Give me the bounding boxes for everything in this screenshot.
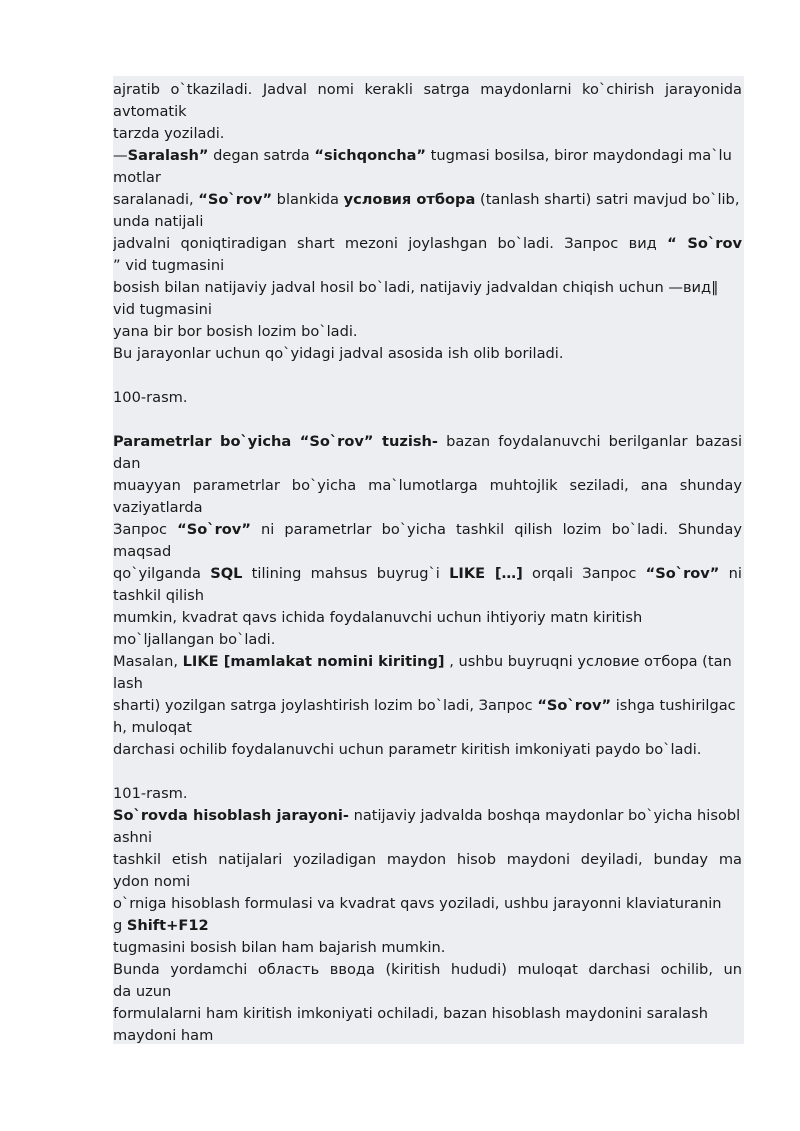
text-span: saralanadi, <box>113 191 199 208</box>
bold-text: “So`rov” <box>198 191 273 208</box>
text-span: blankida <box>272 191 344 208</box>
text-span: ni parametrlar bo`yicha tashkil qilish lozim bo`ladi. Shunday <box>250 521 742 538</box>
text-span: orqali Запрос <box>522 565 646 582</box>
bold-text: Saralash” <box>127 147 209 164</box>
text-line <box>113 563 742 585</box>
text-span: ydon nomi <box>113 873 191 890</box>
text-span: , ushbu buyruqni условие отбора (tan <box>444 653 732 670</box>
text-span: dan <box>113 455 141 472</box>
text-line <box>113 695 736 717</box>
text-span: tarzda yoziladi. <box>113 125 225 142</box>
text-span: g <box>113 917 127 934</box>
text-span: ni <box>719 565 742 582</box>
text-span: yana bir bor bosish lozim bo`ladi. <box>113 323 358 340</box>
text-span: mo`ljallangan bo`ladi. <box>113 631 276 648</box>
text-line <box>113 871 190 893</box>
text-span: sharti) yozilgan satrga joylashtirish lozim bo`ladi, Запрос <box>113 697 538 714</box>
text-span: natijaviy jadvalda boshqa maydonlar bo`yicha hisobl <box>348 807 741 824</box>
text-line <box>113 937 445 959</box>
text-line <box>113 145 732 167</box>
text-line <box>113 717 192 739</box>
text-span: tashkil etish natijalari yoziladigan maydon hisob maydoni deyiladi, bunday ma <box>113 851 742 868</box>
text-span: tugmasi bosilsa, biror maydondagi ma`lu <box>426 147 732 164</box>
text-span: tilining mahsus buyrug`i <box>242 565 450 582</box>
text-line <box>113 123 224 145</box>
text-line <box>113 453 140 475</box>
text-span: tugmasini bosish bilan ham bajarish mumkin. <box>113 939 446 956</box>
text-line <box>113 475 742 497</box>
bold-text: Shift+F12 <box>126 917 209 934</box>
bold-text: условия отбора <box>343 191 476 208</box>
text-line <box>113 1025 213 1044</box>
text-line <box>113 255 224 277</box>
text-span: vid tugmasini <box>113 301 212 318</box>
bold-text: Parametrlar bo`yicha “So`rov” tuzish- <box>113 433 438 450</box>
text-span: maqsad <box>113 543 172 560</box>
text-line <box>113 189 739 211</box>
text-span: degan satrda <box>208 147 315 164</box>
text-line <box>113 519 742 541</box>
text-line <box>113 673 143 695</box>
text-span: h, muloqat <box>113 719 192 736</box>
bold-text: “So`rov” <box>645 565 720 582</box>
text-line <box>113 783 188 805</box>
text-span: ” vid tugmasini <box>113 257 225 274</box>
text-line <box>113 541 171 563</box>
text-line <box>113 959 742 981</box>
text-line <box>113 915 209 937</box>
bold-text: “So`rov” <box>177 521 251 538</box>
bold-text: “So`rov” <box>537 697 612 714</box>
text-span: Bu jarayonlar uchun qo`yidagi jadval asosida ish olib boriladi. <box>113 345 564 362</box>
text-span: motlar <box>113 169 161 186</box>
text-span: lash <box>113 675 143 692</box>
bold-text: “ So`rov <box>667 235 742 252</box>
text-line <box>113 651 732 673</box>
text-line <box>113 387 188 409</box>
text-span: ajratib o`tkaziladi. Jadval nomi kerakli satrga maydonlarni ko`chirish jarayonida <box>113 81 742 98</box>
text-span: o`rniga hisoblash formulasi va kvadrat qavs yoziladi, ushbu jarayonni klaviaturanin <box>113 895 722 912</box>
text-span: Bunda yordamchi область ввода (kiritish hududi) muloqat darchasi ochilib, un <box>113 961 742 978</box>
text-line <box>113 299 212 321</box>
text-line <box>113 1003 708 1025</box>
text-span: maydoni ham <box>113 1027 214 1044</box>
text-span: tashkil qilish <box>113 587 204 604</box>
text-line <box>113 321 358 343</box>
text-span: bazan foydalanuvchi berilganlar bazasi <box>438 433 742 450</box>
text-span: 100-rasm. <box>113 389 188 406</box>
text-span: ashni <box>113 829 153 846</box>
text-span: avtomatik <box>113 103 187 120</box>
text-line <box>113 739 701 761</box>
text-span: jadvalni qoniqtiradigan shart mezoni joylashgan bo`ladi. Запрос вид <box>113 235 668 252</box>
text-line <box>113 233 742 255</box>
text-span: da uzun <box>113 983 172 1000</box>
text-line <box>113 79 742 101</box>
text-line <box>113 805 740 827</box>
text-span: bosish bilan natijaviy jadval hosil bo`ladi, natijaviy jadvaldan chiqish uchun —вид‖ <box>113 279 719 296</box>
text-line <box>113 431 742 453</box>
text-line <box>113 101 187 123</box>
text-line <box>113 277 718 299</box>
text-line <box>113 893 722 915</box>
text-span: qo`yilganda <box>113 565 211 582</box>
bold-text: So`rovda hisoblash jarayoni- <box>113 807 349 824</box>
text-span: vaziyatlarda <box>113 499 203 516</box>
text-span: muayyan parametrlar bo`yicha ma`lumotlarga muhtojlik seziladi, ana shunday <box>113 477 742 494</box>
bold-text: LIKE […] <box>449 565 523 582</box>
text-span: — <box>113 147 128 164</box>
text-line <box>113 827 152 849</box>
text-span: mumkin, kvadrat qavs ichida foydalanuvchi uchun ihtiyoriy matn kiritish <box>113 609 643 626</box>
text-span: formulalarni ham kiritish imkoniyati ochiladi, bazan hisoblash maydonini saralash <box>113 1005 708 1022</box>
bold-text: SQL <box>210 565 243 582</box>
bold-text: LIKE [mamlakat nomini kiriting] <box>182 653 445 670</box>
text-line <box>113 343 564 365</box>
text-line <box>113 607 642 629</box>
text-span: (tanlash sharti) satri mavjud bo`lib, <box>475 191 740 208</box>
text-span: Запрос <box>113 521 178 538</box>
text-span: ishga tushirilgac <box>611 697 736 714</box>
bold-text: “sichqoncha” <box>314 147 427 164</box>
text-line <box>113 585 204 607</box>
text-span: 101-rasm. <box>113 785 188 802</box>
text-span: unda natijali <box>113 213 204 230</box>
text-span: darchasi ochilib foydalanuvchi uchun parametr kiritish imkoniyati paydo bo`ladi. <box>113 741 702 758</box>
text-line <box>113 167 161 189</box>
text-line <box>113 211 203 233</box>
text-line <box>113 629 275 651</box>
text-line <box>113 497 203 519</box>
text-line <box>113 981 171 1003</box>
text-line <box>113 849 742 871</box>
text-span: Masalan, <box>113 653 183 670</box>
document-page <box>113 76 744 1044</box>
